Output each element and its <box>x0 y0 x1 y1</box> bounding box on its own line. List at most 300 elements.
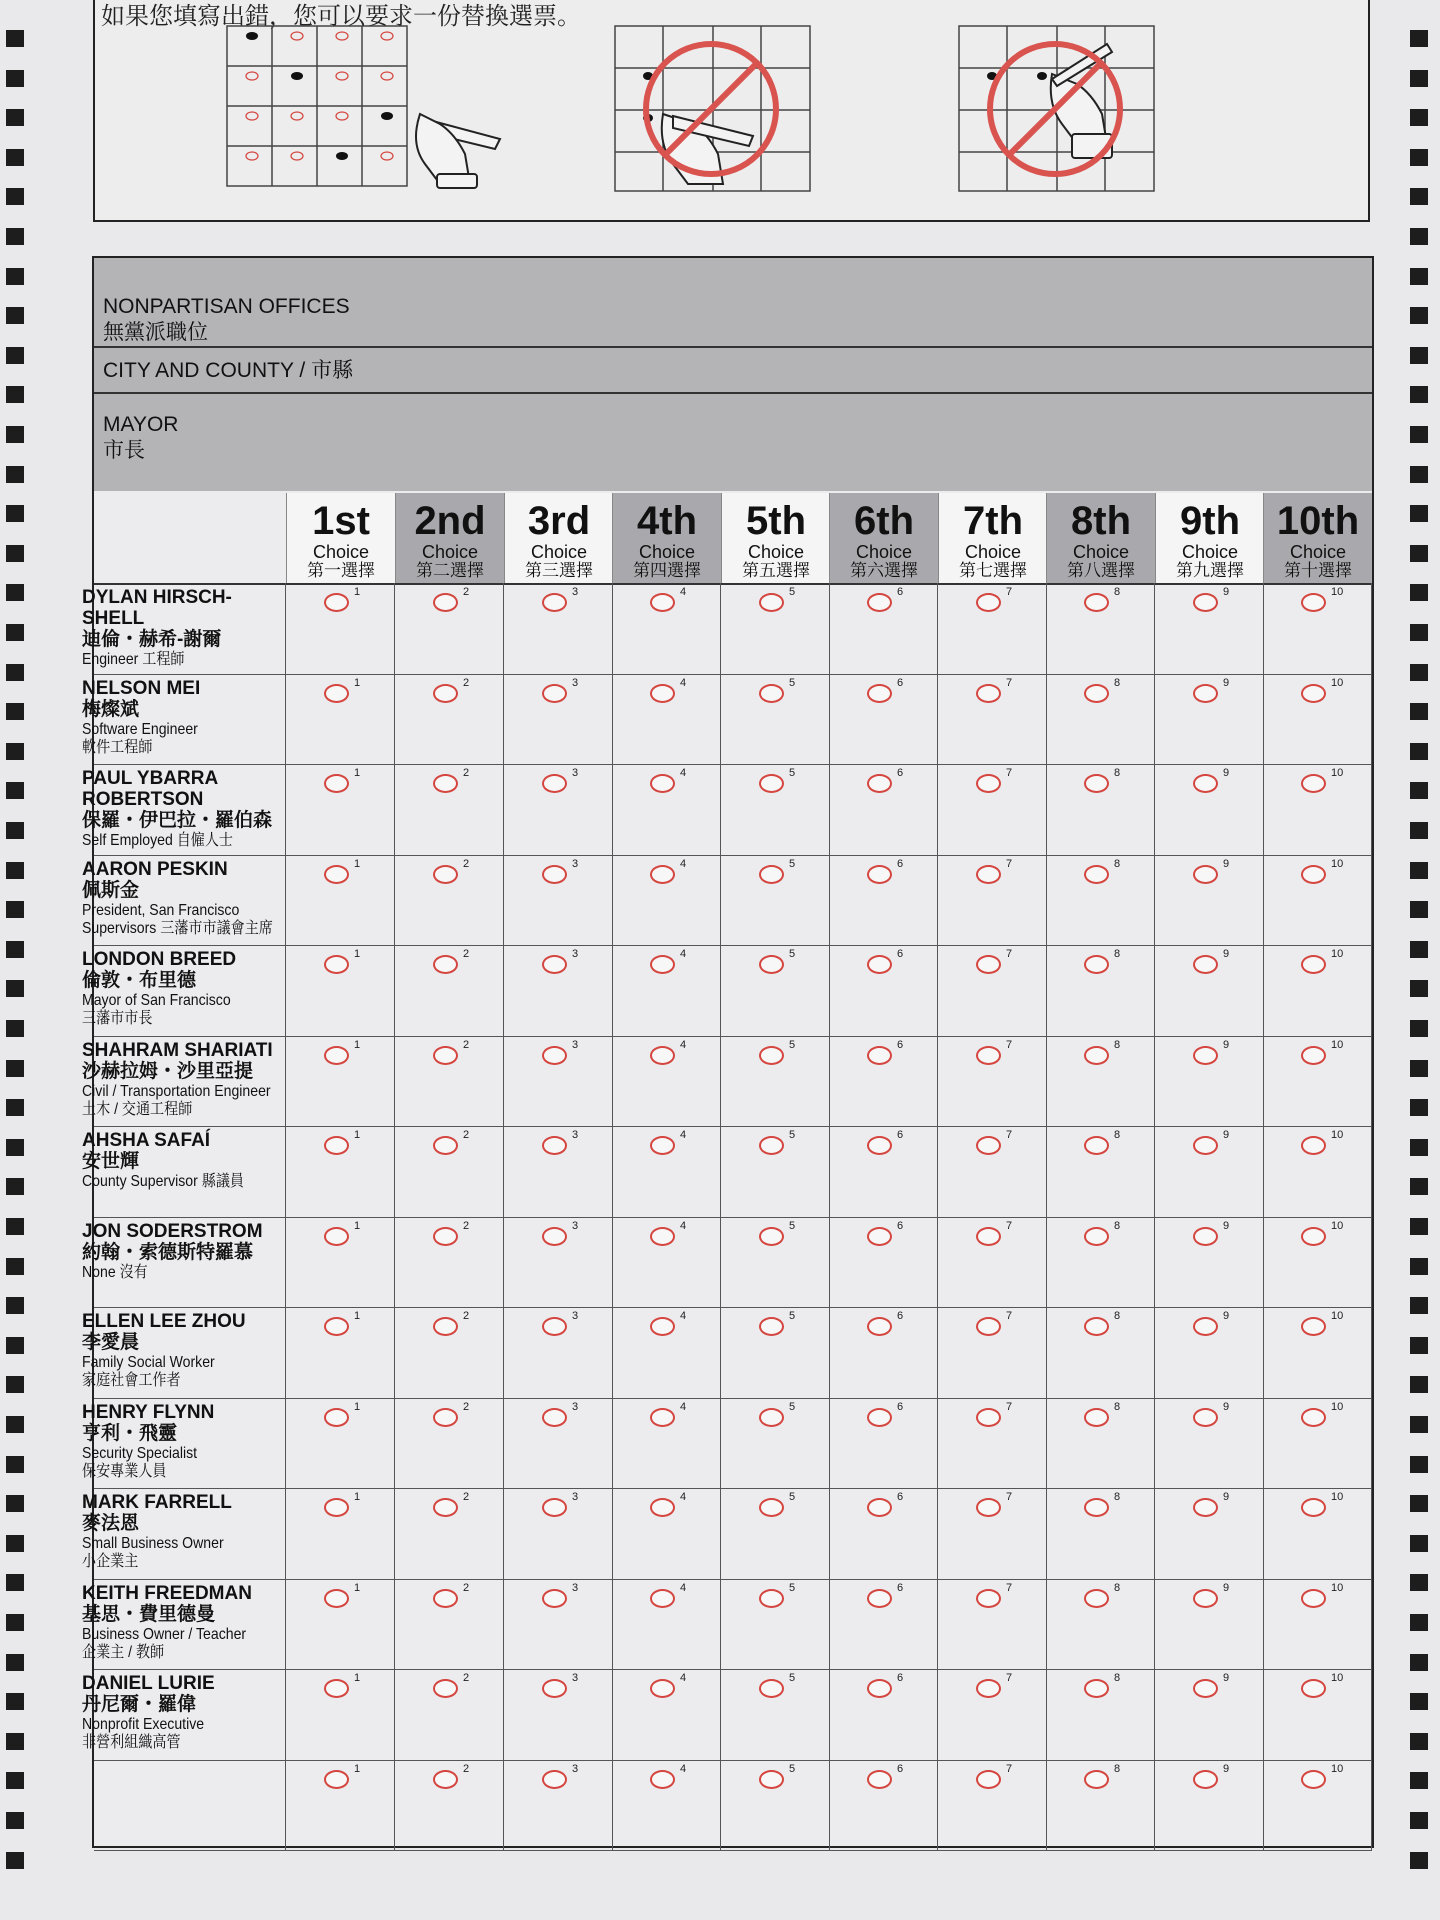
vote-oval[interactable] <box>867 865 892 884</box>
vote-oval[interactable] <box>542 593 567 612</box>
timing-mark <box>6 1060 24 1077</box>
vote-oval[interactable] <box>433 1046 458 1065</box>
choice-cell <box>504 855 613 946</box>
vote-oval[interactable] <box>1193 1317 1218 1336</box>
choice-cell <box>286 1217 395 1308</box>
vote-oval[interactable] <box>650 865 675 884</box>
vote-oval[interactable] <box>867 593 892 612</box>
vote-oval[interactable] <box>759 1589 784 1608</box>
candidate-row <box>82 1217 1372 1309</box>
timing-mark <box>6 1099 24 1116</box>
candidate-occupation: Mayor of San Francisco <box>82 992 231 1009</box>
vote-oval[interactable] <box>542 865 567 884</box>
vote-oval[interactable] <box>324 1589 349 1608</box>
timing-mark <box>1410 149 1428 166</box>
vote-oval[interactable] <box>1193 1046 1218 1065</box>
vote-oval[interactable] <box>324 955 349 974</box>
oval-number: 6 <box>897 1491 904 1503</box>
vote-oval[interactable] <box>433 1770 458 1789</box>
timing-mark <box>1410 1060 1428 1077</box>
vote-oval[interactable] <box>1301 684 1326 703</box>
timing-mark <box>6 1416 24 1433</box>
vote-oval[interactable] <box>1301 1498 1326 1517</box>
vote-oval[interactable] <box>1301 593 1326 612</box>
vote-oval[interactable] <box>1084 593 1109 612</box>
candidate-name: AHSHA SAFAÍ <box>82 1130 211 1151</box>
timing-mark <box>6 1812 24 1829</box>
vote-oval[interactable] <box>433 684 458 703</box>
vote-oval[interactable] <box>324 1136 349 1155</box>
vote-oval[interactable] <box>867 774 892 793</box>
vote-oval[interactable] <box>433 1498 458 1517</box>
timing-mark <box>1410 1297 1428 1314</box>
choice-header-9 <box>1155 493 1264 583</box>
oval-number: 9 <box>1223 1672 1230 1684</box>
choice-cell <box>1046 945 1155 1036</box>
vote-oval[interactable] <box>650 1046 675 1065</box>
candidate-row <box>82 1579 1372 1671</box>
vote-oval[interactable] <box>650 1589 675 1608</box>
candidate-info <box>82 1126 286 1217</box>
timing-mark <box>1410 1139 1428 1156</box>
vote-oval[interactable] <box>542 1317 567 1336</box>
choice-cell <box>395 1760 504 1851</box>
oval-number: 10 <box>1331 1581 1344 1594</box>
choice-cell <box>829 583 938 674</box>
choice-header-7 <box>938 493 1047 583</box>
oval-number: 7 <box>1006 1581 1013 1594</box>
vote-oval[interactable] <box>1084 1317 1109 1336</box>
oval-number: 1 <box>354 857 361 870</box>
vote-oval[interactable] <box>867 1317 892 1336</box>
vote-oval[interactable] <box>433 865 458 884</box>
candidate-name: KEITH FREEDMAN <box>82 1582 252 1604</box>
candidate-row <box>82 1488 1372 1580</box>
vote-oval[interactable] <box>759 1136 784 1155</box>
vote-oval[interactable] <box>1193 1770 1218 1789</box>
vote-oval[interactable] <box>1193 1136 1218 1155</box>
choice-cell <box>1046 1579 1155 1670</box>
timing-mark <box>6 268 24 285</box>
vote-oval[interactable] <box>650 1408 675 1427</box>
oval-number: 5 <box>789 1038 796 1051</box>
choice-label: Choice <box>530 542 588 562</box>
timing-mark <box>6 1178 24 1195</box>
vote-oval[interactable] <box>542 684 567 703</box>
instructions-box <box>93 0 1370 222</box>
vote-oval[interactable] <box>1193 955 1218 974</box>
choice-cell <box>1155 1669 1264 1760</box>
timing-mark <box>6 1218 24 1235</box>
timing-mark <box>1410 1099 1428 1116</box>
oval-number: 2 <box>463 1038 470 1051</box>
choice-cell <box>504 764 613 855</box>
timing-mark <box>1410 1535 1428 1552</box>
vote-oval[interactable] <box>1193 684 1218 703</box>
vote-oval[interactable] <box>867 1046 892 1065</box>
timing-mark <box>6 1535 24 1552</box>
choice-header-6 <box>829 493 938 583</box>
oval-number: 5 <box>789 1581 796 1594</box>
vote-oval[interactable] <box>976 1136 1001 1155</box>
timing-mark <box>1410 386 1428 403</box>
choice-cell <box>1155 583 1264 674</box>
choice-label: Choice <box>638 542 696 562</box>
vote-oval[interactable] <box>759 593 784 612</box>
vote-oval[interactable] <box>542 1679 567 1698</box>
vote-oval[interactable] <box>1084 1408 1109 1427</box>
vote-oval[interactable] <box>650 593 675 612</box>
choice-cell <box>395 674 504 765</box>
choice-ordinal: 2nd <box>414 499 486 543</box>
vote-oval[interactable] <box>650 1317 675 1336</box>
vote-oval[interactable] <box>1193 1498 1218 1517</box>
choice-cell <box>612 1036 721 1127</box>
vote-oval[interactable] <box>433 955 458 974</box>
choice-cell <box>504 1398 613 1489</box>
candidate-occupation: Security Specialist <box>82 1444 198 1462</box>
oval-number: 6 <box>897 948 904 960</box>
vote-oval[interactable] <box>867 1679 892 1698</box>
candidate-occupation-zh: 非營利組織高管 <box>82 1734 181 1751</box>
timing-mark <box>1410 466 1428 483</box>
vote-oval[interactable] <box>433 1136 458 1155</box>
vote-oval[interactable] <box>867 1227 892 1246</box>
candidate-name: DANIEL LURIE <box>82 1673 215 1694</box>
candidate-occupation-zh: 企業主 / 教師 <box>82 1643 165 1661</box>
candidate-name-zh: 倫敦・布里德 <box>82 970 197 991</box>
candidate-info <box>82 583 286 674</box>
vote-oval[interactable] <box>976 1770 1001 1789</box>
candidate-name: MARK FARRELL <box>82 1492 232 1513</box>
vote-oval[interactable] <box>1193 593 1218 612</box>
oval-number: 4 <box>680 1762 687 1775</box>
oval-number: 1 <box>354 1491 361 1503</box>
vote-oval[interactable] <box>542 1227 567 1246</box>
vote-oval[interactable] <box>1084 1498 1109 1517</box>
vote-oval[interactable] <box>1084 1589 1109 1608</box>
oval-number: 5 <box>789 857 796 870</box>
oval-number: 8 <box>1114 1219 1121 1232</box>
vote-oval[interactable] <box>1301 1136 1326 1155</box>
candidate-name: AARON PESKIN <box>82 858 228 880</box>
vote-oval[interactable] <box>324 1046 349 1065</box>
vote-oval[interactable] <box>759 1317 784 1336</box>
vote-oval[interactable] <box>867 955 892 974</box>
candidate-info <box>82 1579 286 1670</box>
oval-number: 8 <box>1114 767 1121 779</box>
vote-oval[interactable] <box>542 1589 567 1608</box>
choice-cell <box>612 1488 721 1579</box>
timing-mark <box>6 1654 24 1671</box>
candidate-name-zh: 基思・費里德曼 <box>82 1603 216 1625</box>
choice-cell <box>938 764 1047 855</box>
choice-label-zh: 第九選擇 <box>1176 561 1244 580</box>
choice-cell <box>504 1760 613 1851</box>
ballot-contest <box>82 256 1374 1848</box>
choice-cell <box>612 1669 721 1760</box>
vote-oval[interactable] <box>976 865 1001 884</box>
timing-mark <box>6 1693 24 1710</box>
vote-oval[interactable] <box>1084 1136 1109 1155</box>
choice-cell <box>1046 1760 1155 1851</box>
vote-oval[interactable] <box>759 1770 784 1789</box>
choice-cell <box>829 855 938 946</box>
timing-mark <box>1410 1614 1428 1631</box>
vote-oval[interactable] <box>1193 865 1218 884</box>
vote-oval[interactable] <box>324 774 349 793</box>
vote-oval[interactable] <box>759 955 784 974</box>
choice-label-zh: 第三選擇 <box>525 561 593 580</box>
vote-oval[interactable] <box>1084 955 1109 974</box>
jurisdiction-title: CITY AND COUNTY / 市縣 <box>103 359 354 382</box>
timing-mark <box>1410 1456 1428 1473</box>
vote-oval[interactable] <box>324 1679 349 1698</box>
oval-number: 6 <box>897 1129 904 1141</box>
choice-cell <box>829 945 938 1036</box>
vote-oval[interactable] <box>976 1408 1001 1427</box>
vote-oval[interactable] <box>1301 1046 1326 1065</box>
vote-oval[interactable] <box>976 1317 1001 1336</box>
timing-mark <box>6 386 24 403</box>
vote-oval[interactable] <box>976 1589 1001 1608</box>
choice-cell <box>504 1307 613 1398</box>
vote-oval[interactable] <box>976 1227 1001 1246</box>
oval-number: 9 <box>1223 1491 1230 1503</box>
vote-oval[interactable] <box>1084 1770 1109 1789</box>
oval-number: 7 <box>1006 1310 1013 1322</box>
vote-oval[interactable] <box>1084 865 1109 884</box>
vote-oval[interactable] <box>1193 1589 1218 1608</box>
candidate-name-zh: 梅燦斌 <box>82 698 140 720</box>
timing-mark <box>1410 901 1428 918</box>
choice-cell <box>721 1579 830 1670</box>
choice-cell <box>938 1669 1047 1760</box>
vote-oval[interactable] <box>1084 1046 1109 1065</box>
choice-cell <box>395 945 504 1036</box>
timing-mark <box>1410 1178 1428 1195</box>
vote-oval[interactable] <box>1301 1679 1326 1698</box>
vote-oval[interactable] <box>867 1408 892 1427</box>
oval-number: 7 <box>1006 857 1013 870</box>
timing-mark <box>6 1258 24 1275</box>
vote-oval[interactable] <box>542 1408 567 1427</box>
oval-number: 4 <box>680 767 687 779</box>
vote-oval[interactable] <box>759 1408 784 1427</box>
oval-number: 10 <box>1331 948 1344 960</box>
candidate-occupation: Business Owner / Teacher <box>82 1625 247 1643</box>
choice-header-4 <box>612 493 721 583</box>
timing-mark <box>1410 1495 1428 1512</box>
vote-oval[interactable] <box>650 955 675 974</box>
candidate-row <box>82 1398 1372 1490</box>
choice-label: Choice <box>1181 542 1239 562</box>
vote-oval[interactable] <box>759 684 784 703</box>
choice-cell <box>1046 1488 1155 1579</box>
candidate-row <box>82 855 1372 947</box>
choice-cell <box>1046 583 1155 674</box>
vote-oval[interactable] <box>867 1498 892 1517</box>
choice-cell <box>721 1760 830 1851</box>
vote-oval[interactable] <box>433 593 458 612</box>
vote-oval[interactable] <box>433 1227 458 1246</box>
vote-oval[interactable] <box>867 1589 892 1608</box>
vote-oval[interactable] <box>650 774 675 793</box>
choice-cell <box>938 1398 1047 1489</box>
vote-oval[interactable] <box>650 684 675 703</box>
vote-oval[interactable] <box>542 955 567 974</box>
choice-cell <box>721 583 830 674</box>
vote-oval[interactable] <box>542 774 567 793</box>
timing-mark <box>1410 1772 1428 1789</box>
candidate-name-zh: 沙赫拉姆・沙里亞提 <box>82 1060 254 1082</box>
vote-oval[interactable] <box>976 955 1001 974</box>
choice-cell <box>829 1579 938 1670</box>
choice-cell <box>504 1217 613 1308</box>
oval-number: 1 <box>354 676 361 689</box>
vote-oval[interactable] <box>976 774 1001 793</box>
oval-number: 1 <box>354 1762 361 1775</box>
vote-oval[interactable] <box>1301 1408 1326 1427</box>
choice-cell <box>1155 1579 1264 1670</box>
candidate-row <box>82 674 1372 766</box>
jurisdiction-header <box>94 348 1372 394</box>
timing-mark <box>6 941 24 958</box>
vote-oval[interactable] <box>433 1589 458 1608</box>
timing-mark <box>1410 30 1428 47</box>
vote-oval[interactable] <box>1301 865 1326 884</box>
vote-oval[interactable] <box>1301 774 1326 793</box>
choice-cell <box>1263 1307 1372 1398</box>
vote-oval[interactable] <box>324 1317 349 1336</box>
timing-mark <box>1410 782 1428 799</box>
vote-oval[interactable] <box>433 1317 458 1336</box>
oval-number: 4 <box>680 1581 687 1594</box>
choice-cell <box>286 583 395 674</box>
choice-cell <box>612 1307 721 1398</box>
vote-oval[interactable] <box>1301 955 1326 974</box>
oval-number: 8 <box>1114 1581 1121 1594</box>
oval-number: 10 <box>1331 1310 1344 1322</box>
vote-oval[interactable] <box>650 1679 675 1698</box>
timing-mark <box>1410 862 1428 879</box>
vote-oval[interactable] <box>650 1136 675 1155</box>
vote-oval[interactable] <box>1301 1589 1326 1608</box>
choice-cell <box>721 764 830 855</box>
vote-oval[interactable] <box>542 1046 567 1065</box>
choice-cell <box>1155 1126 1264 1217</box>
oval-number: 4 <box>680 1672 687 1684</box>
vote-oval[interactable] <box>1193 1408 1218 1427</box>
vote-oval[interactable] <box>759 865 784 884</box>
vote-oval[interactable] <box>759 774 784 793</box>
oval-number: 1 <box>354 1400 361 1413</box>
vote-oval[interactable] <box>433 774 458 793</box>
vote-oval[interactable] <box>759 1679 784 1698</box>
vote-oval[interactable] <box>976 1046 1001 1065</box>
choice-cell <box>829 1126 938 1217</box>
oval-number: 7 <box>1006 1038 1013 1051</box>
oval-number: 4 <box>680 857 687 870</box>
vote-oval[interactable] <box>759 1498 784 1517</box>
vote-oval[interactable] <box>1084 774 1109 793</box>
vote-oval[interactable] <box>324 1408 349 1427</box>
section-title-en: NONPARTISAN OFFICES <box>103 295 350 318</box>
vote-oval[interactable] <box>650 1498 675 1517</box>
vote-oval[interactable] <box>976 593 1001 612</box>
timing-mark <box>6 1733 24 1750</box>
vote-oval[interactable] <box>1301 1227 1326 1246</box>
oval-number: 2 <box>463 857 470 870</box>
candidate-info <box>82 1488 286 1579</box>
vote-oval[interactable] <box>976 1679 1001 1698</box>
choice-cell <box>721 1217 830 1308</box>
vote-oval[interactable] <box>324 1227 349 1246</box>
vote-oval[interactable] <box>324 593 349 612</box>
candidate-name-zh: 約翰・索德斯特羅慕 <box>82 1241 254 1263</box>
timing-mark <box>6 1297 24 1314</box>
choice-cell <box>1263 1760 1372 1851</box>
vote-oval[interactable] <box>324 1770 349 1789</box>
vote-oval[interactable] <box>542 1136 567 1155</box>
choice-header-10 <box>1263 493 1372 583</box>
vote-oval[interactable] <box>433 1408 458 1427</box>
choice-cell <box>612 855 721 946</box>
vote-oval[interactable] <box>650 1770 675 1789</box>
vote-oval[interactable] <box>1084 684 1109 703</box>
vote-oval[interactable] <box>976 1498 1001 1517</box>
choice-cell <box>1155 855 1264 946</box>
vote-oval[interactable] <box>976 684 1001 703</box>
contest-title-en: MAYOR <box>103 413 179 436</box>
vote-oval[interactable] <box>1084 1679 1109 1698</box>
candidate-info <box>82 1307 286 1398</box>
timing-mark <box>6 109 24 126</box>
vote-oval[interactable] <box>542 1770 567 1789</box>
oval-number: 3 <box>572 586 579 598</box>
vote-oval[interactable] <box>324 684 349 703</box>
oval-number: 1 <box>354 948 361 960</box>
vote-oval[interactable] <box>867 684 892 703</box>
vote-oval[interactable] <box>1301 1770 1326 1789</box>
vote-oval[interactable] <box>433 1679 458 1698</box>
candidate-name-zh: 李愛晨 <box>82 1332 140 1353</box>
vote-oval[interactable] <box>1301 1317 1326 1336</box>
vote-oval[interactable] <box>324 1498 349 1517</box>
choice-cell <box>1155 1398 1264 1489</box>
candidate-occupation: Civil / Transportation Engineer <box>82 1082 271 1100</box>
vote-oval[interactable] <box>867 1770 892 1789</box>
oval-number: 4 <box>680 1400 687 1413</box>
timing-mark <box>6 782 24 799</box>
vote-oval[interactable] <box>759 1046 784 1065</box>
vote-oval[interactable] <box>1193 774 1218 793</box>
choice-cell <box>504 583 613 674</box>
vote-oval[interactable] <box>1084 1227 1109 1246</box>
timing-mark <box>6 149 24 166</box>
choice-cell <box>938 583 1047 674</box>
vote-oval[interactable] <box>1193 1679 1218 1698</box>
vote-oval[interactable] <box>1193 1227 1218 1246</box>
vote-oval[interactable] <box>759 1227 784 1246</box>
vote-oval[interactable] <box>542 1498 567 1517</box>
choice-cell <box>721 855 830 946</box>
choice-ordinal: 7th <box>963 499 1023 543</box>
vote-oval[interactable] <box>324 865 349 884</box>
vote-oval[interactable] <box>650 1227 675 1246</box>
vote-oval[interactable] <box>867 1136 892 1155</box>
oval-number: 9 <box>1223 767 1230 779</box>
